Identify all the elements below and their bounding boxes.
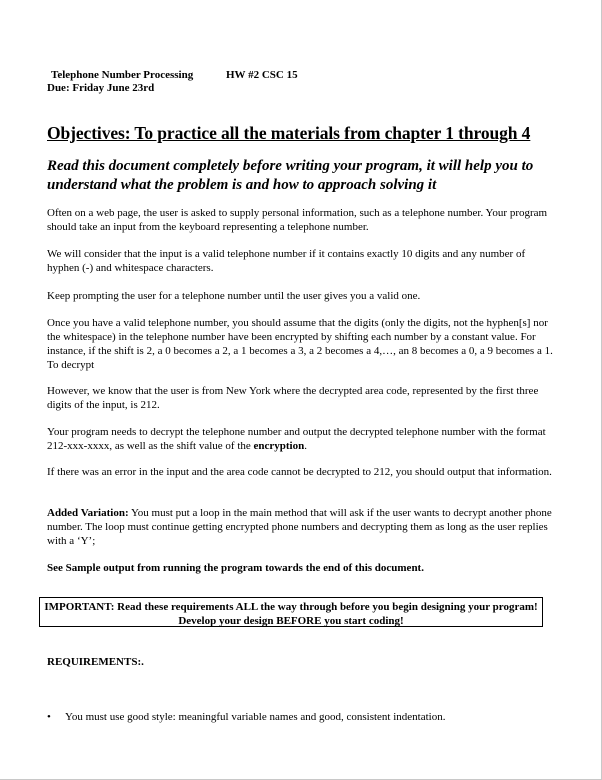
variation-text: You must put a loop in the main method that will ask if the user wants to decrypt another phone number. The loop must continue getting encrypted phone numbers and decrypting them as long as the user replies with a ‘Y’; xyxy=(47,507,552,547)
hw-label: HW #2 CSC 15 xyxy=(226,69,298,81)
requirements-heading: REQUIREMENTS:. xyxy=(47,656,144,668)
paragraph-encryption: Once you have a valid telephone number, you should assume that the digits (only the digits, not the hyphen[s] nor the whitespace) in the telephone number have been encrypted by shifting each number by a constant value. For instance, if the shift is 2, a 0 becomes a 2, a 1 becomes a 3, a 2 becomes a 4,…, an 8 becomes a 0, a 9 becomes a 1. To decrypt xyxy=(47,317,553,371)
paragraph-intro: Often on a web page, the user is asked to supply personal information, such as a telephone number. Your program should take an input from the keyboard representing a telephone number. xyxy=(47,207,548,233)
read-notice: Read this document completely before writing your program, it will help you to understand what the problem is and how to approach solving it xyxy=(47,158,534,193)
requirement-text: You must use good style: meaningful variable names and good, consistent indentation. xyxy=(65,711,446,723)
variation-label: Added Variation: xyxy=(47,507,129,519)
objectives-heading: Objectives: To practice all the materials from chapter 1 through 4 xyxy=(47,123,531,143)
output-text: Your program needs to decrypt the telephone number and output the decrypted telephone number with the format 212-xxx-xxxx, as well as the shift value of the xyxy=(47,426,546,452)
important-box: IMPORTANT: Read these requirements ALL the way through before you begin designing your program! Develop your design BEFORE you start coding! xyxy=(39,597,543,627)
course-title: Telephone Number Processing xyxy=(51,69,194,81)
sample-output-note: See Sample output from running the program towards the end of this document. xyxy=(47,562,424,574)
paragraph-validity: We will consider that the input is a valid telephone number if it contains exactly 10 digits and any number of hyphen (-) and whitespace characters. xyxy=(47,248,526,274)
due-date: Due: Friday June 23rd xyxy=(47,82,155,94)
paragraph-prompting: Keep prompting the user for a telephone number until the user gives you a valid one. xyxy=(47,290,421,302)
paragraph-variation xyxy=(47,506,555,548)
output-period: . xyxy=(304,440,307,452)
paragraph-area-code: However, we know that the user is from New York where the decrypted area code, represented by the first three digits of the input, is 212. xyxy=(47,385,539,411)
paragraph-error: If there was an error in the input and the area code cannot be decrypted to 212, you should output that information. xyxy=(47,466,552,478)
paragraph-output xyxy=(47,425,555,453)
requirement-item xyxy=(47,711,445,723)
encryption-word: encryption xyxy=(253,440,305,452)
bullet-icon: • xyxy=(47,711,51,723)
